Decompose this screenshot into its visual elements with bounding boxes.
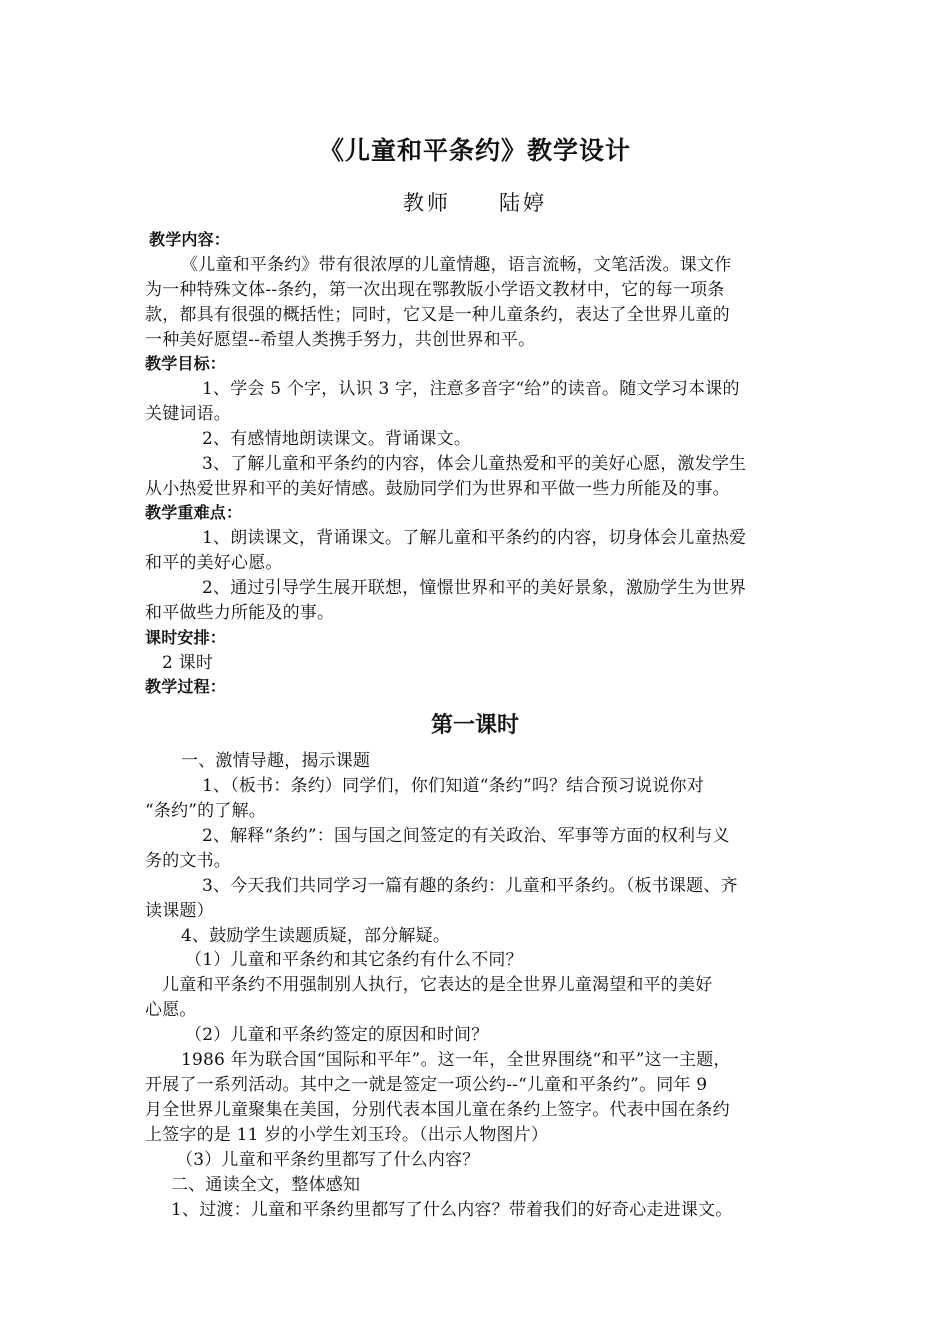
paragraph-line: 1986 年为联合国“国际和平年”。这一年，全世界围绕“和平”这一主题， xyxy=(181,1050,731,1070)
section-heading-goals: 教学目标： xyxy=(145,354,227,373)
paragraph-line: 3、今天我们共同学习一篇有趣的条约：儿童和平条约。（板书课题、齐 xyxy=(202,876,738,896)
paragraph-line: 1、过渡：儿童和平条约里都写了什么内容？带着我们的好奇心走进课文。 xyxy=(171,1200,733,1220)
lesson-title: 第一课时 xyxy=(430,712,519,738)
paragraph-line: 1、学会 5 个字，认识 3 字，注意多音字“给”的读音。随文学习本课的 xyxy=(202,379,740,399)
paragraph-line: 和平做些力所能及的事。 xyxy=(145,603,335,623)
paragraph-line: 1、（板书：条约）同学们，你们知道“条约”吗？结合预习说说你对 xyxy=(202,776,704,796)
paragraph-line: 2、通过引导学生展开联想，憧憬世界和平的美好景象，激励学生为世界 xyxy=(202,578,747,598)
paragraph-line: 1、朗读课文，背诵课文。了解儿童和平条约的内容，切身体会儿童热爱 xyxy=(202,528,747,548)
paragraph-line: 3、了解儿童和平条约的内容，体会儿童热爱和平的美好心愿，激发学生 xyxy=(202,454,747,474)
paragraph-line: 开展了一系列活动。其中之一就是签定一项公约--“儿童和平条约”。同年 9 xyxy=(145,1075,708,1095)
document-title: 《儿童和平条约》教学设计 xyxy=(318,136,631,165)
section-heading-content: 教学内容： xyxy=(149,230,231,249)
paragraph-line: 上签字的是 11 岁的小学生刘玉玲。（出示人物图片） xyxy=(145,1125,549,1145)
paragraph-line: 心愿。 xyxy=(145,1000,197,1020)
paragraph-line: （2）儿童和平条约签定的原因和时间？ xyxy=(185,1025,489,1045)
author-line xyxy=(0,187,950,217)
schedule-value: 2 课时 xyxy=(162,653,214,673)
section-heading-process: 教学过程： xyxy=(145,677,227,696)
paragraph-line: 为一种特殊文体--条约，第一次出现在鄂教版小学语文教材中，它的每一项条 xyxy=(145,280,725,300)
paragraph-line: （1）儿童和平条约和其它条约有什么不同？ xyxy=(185,950,523,970)
paragraph-line: 从小热爱世界和平的美好情感。鼓励同学们为世界和平做一些力所能及的事。 xyxy=(145,479,730,499)
paragraph-line: 4、鼓励学生读题质疑，部分解疑。 xyxy=(181,926,451,946)
section-heading-schedule: 课时安排： xyxy=(145,628,227,647)
paragraph-line: 二、通读全文，整体感知 xyxy=(171,1175,361,1195)
paragraph-line: 2、解释“条约”：国与国之间签定的有关政治、军事等方面的权利与义 xyxy=(202,826,730,846)
paragraph-line: 月全世界儿童聚集在美国，分别代表本国儿童在条约上签字。代表中国在条约 xyxy=(145,1100,730,1120)
paragraph-line: 款，都具有很强的概括性；同时，它又是一种儿童条约，表达了全世界儿童的 xyxy=(145,305,730,325)
paragraph-line: “条约”的了解。 xyxy=(145,801,266,821)
paragraph-line: 2、有感情地朗读课文。背诵课文。 xyxy=(202,429,472,449)
paragraph-line: 儿童和平条约不用强制别人执行，它表达的是全世界儿童渴望和平的美好 xyxy=(162,975,713,995)
paragraph-line: 《儿童和平条约》带有很浓厚的儿童情趣，语言流畅，文笔活泼。课文作 xyxy=(181,255,732,275)
paragraph-line: 读课题） xyxy=(145,901,214,921)
author-name: 陆婷 xyxy=(499,191,547,215)
section-heading-key-points: 教学重难点： xyxy=(145,503,243,522)
paragraph-line: 一种美好愿望--希望人类携手努力，共创世界和平。 xyxy=(145,330,536,350)
paragraph-line: 和平的美好心愿。 xyxy=(145,553,283,573)
paragraph-line: 关键词语。 xyxy=(145,404,231,424)
author-role: 教师 xyxy=(403,191,451,215)
paragraph-line: 务的文书。 xyxy=(145,851,231,871)
paragraph-line: （3）儿童和平条约里都写了什么内容？ xyxy=(176,1150,480,1170)
paragraph-line: 一、激情导趣，揭示课题 xyxy=(181,751,371,771)
